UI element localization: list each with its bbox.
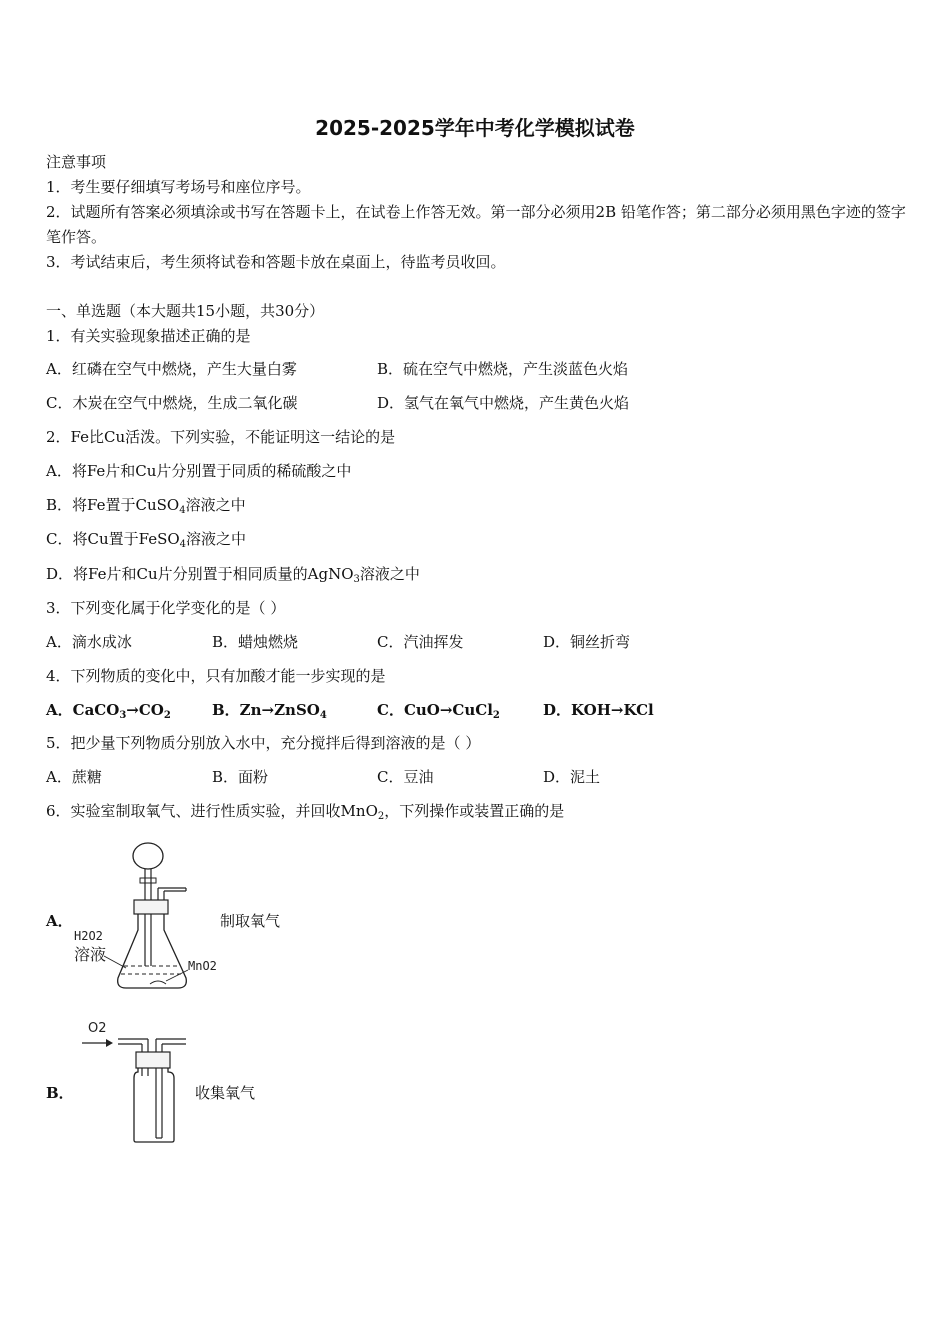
q3-option-b: B．蜡烛燃烧 <box>212 633 299 651</box>
exam-title: 2025-2025学年中考化学模拟试卷 <box>315 116 635 140</box>
notice-item-2: 2．试题所有答案必须填涂或书写在答题卡上，在试卷上作答无效。第一部分必须用2B 铅笔作答；第二部分必须用黑色字迹的签字笔作答。 <box>46 203 906 246</box>
q5-option-a: A．蔗糖 <box>46 768 102 786</box>
section-heading: 一、单选题（本大题共15小题，共30分） <box>46 302 325 320</box>
q1-option-a: A．红磷在空气中燃烧，产生大量白雾 <box>46 360 297 378</box>
q3-option-d: D．铜丝折弯 <box>543 633 631 651</box>
q2-option-a: A．将Fe片和Cu片分别置于同质的稀硫酸之中 <box>46 462 352 480</box>
q6-stem: 6．实验室制取氧气、进行性质实验，并回收MnO$_2$，下列操作或装置正确的是 <box>46 802 565 822</box>
q2-stem: 2．Fe比Cu活泼。下列实验，不能证明这一结论的是 <box>46 428 396 446</box>
q4-option-a: A．$CaCO_3\to CO_2$ <box>46 701 171 721</box>
gas-collection-bottle <box>78 1014 188 1146</box>
q5-option-c: C．豆油 <box>377 768 434 786</box>
q3-option-a: A．滴水成冰 <box>46 633 132 651</box>
q3-stem: 3．下列变化属于化学变化的是（ ） <box>46 599 286 617</box>
q6-option-a-caption: 制取氧气 <box>220 912 281 930</box>
o2-label: O2 <box>88 1021 107 1036</box>
q1-option-c: C．木炭在空气中燃烧，生成二氧化碳 <box>46 394 298 412</box>
arrow-right-icon <box>106 1039 113 1047</box>
oxygen-generation-apparatus <box>70 838 240 998</box>
q4-option-d: D．KOH→KCl <box>543 701 654 719</box>
q4-option-c: C．CuO→CuCl$_2$ <box>377 701 500 721</box>
q1-stem: 1．有关实验现象描述正确的是 <box>46 327 251 345</box>
q6-option-a-letter: A． <box>46 912 73 930</box>
solution-label: 溶液 <box>74 945 107 964</box>
q1-option-b: B．硫在空气中燃烧，产生淡蓝色火焰 <box>377 360 629 378</box>
q2-option-d: D．将Fe片和Cu片分别置于相同质量的AgNO$_3$溶液之中 <box>46 565 420 585</box>
h2o2-label: H2O2 <box>74 929 103 943</box>
q5-option-d: D．泥土 <box>543 768 601 786</box>
q3-option-c: C．汽油挥发 <box>377 633 464 651</box>
q5-stem: 5．把少量下列物质分别放入水中，充分搅拌后得到溶液的是（ ） <box>46 734 481 752</box>
q4-option-b: B．Zn→ZnSO$_4$ <box>212 701 327 721</box>
q6-option-b-caption: 收集氧气 <box>195 1084 256 1102</box>
q2-option-b: B．将Fe置于CuSO$_4$溶液之中 <box>46 496 246 516</box>
q5-option-b: B．面粉 <box>212 768 269 786</box>
q6-option-b-letter: B． <box>46 1084 74 1102</box>
notice-item-3: 3．考试结束后，考生须将试卷和答题卡放在桌面上，待监考员收回。 <box>46 253 506 271</box>
q2-option-c: C．将Cu置于FeSO$_4$溶液之中 <box>46 530 247 550</box>
notice-heading: 注意事项 <box>46 153 107 171</box>
q1-option-d: D．氢气在氧气中燃烧，产生黄色火焰 <box>377 394 630 412</box>
q4-stem: 4．下列物质的变化中，只有加酸才能一步实现的是 <box>46 667 386 685</box>
notice-item-1: 1．考生要仔细填写考场号和座位序号。 <box>46 178 311 196</box>
mno2-label: MnO2 <box>188 959 217 973</box>
